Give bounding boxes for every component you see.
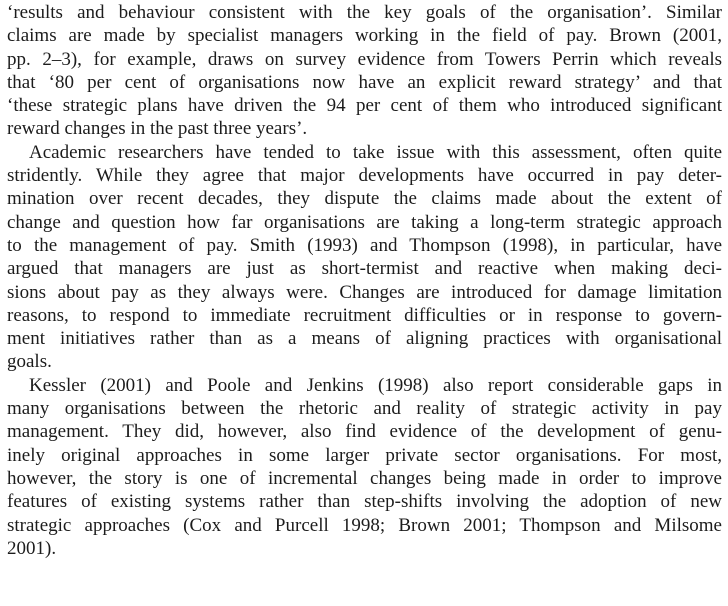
paragraph-3 xyxy=(7,374,722,560)
paragraph-1 xyxy=(7,1,722,141)
text-line: that ‘80 per cent of organisations now have an explicit reward strategy’ and that xyxy=(7,71,722,93)
paragraph-2 xyxy=(7,141,722,374)
text-line: reasons, to respond to immediate recruitment difficulties or in response to govern- xyxy=(7,304,722,326)
text-line: stridently. While they agree that major developments have occurred in pay deter- xyxy=(7,165,722,187)
text-line: many organisations between the rhetoric and reality of strategic activity in pay xyxy=(7,398,722,420)
text-line: however, the story is one of incremental changes being made in order to improve xyxy=(7,467,722,489)
text-line: argued that managers are just as short-termist and reactive when making deci- xyxy=(7,258,722,280)
text-line: goals. xyxy=(7,351,52,373)
text-line: management. They did, however, also find evidence of the development of genu- xyxy=(7,421,722,443)
text-line: 2001). xyxy=(7,537,57,559)
text-line: Kessler (2001) and Poole and Jenkins (1998) also report considerable gaps in xyxy=(29,374,722,396)
text-line: pp. 2–3), for example, draws on survey evidence from Towers Perrin which reveals xyxy=(7,48,722,70)
text-line: reward changes in the past three years’. xyxy=(7,118,308,140)
text-line: change and question how far organisations are taking a long-term strategic approach xyxy=(7,211,722,233)
text-line: ‘these strategic plans have driven the 94 per cent of them who introduced significant xyxy=(7,95,722,117)
text-line: claims are made by specialist managers working in the field of pay. Brown (2001, xyxy=(7,25,722,47)
text-line: Academic researchers have tended to take issue with this assessment, often quite xyxy=(29,141,722,163)
text-line: features of existing systems rather than step-shifts involving the adoption of new xyxy=(7,491,722,513)
text-line: ment initiatives rather than as a means of aligning practices with organisational xyxy=(7,328,722,350)
text-line: inely original approaches in some larger private sector organisations. For most, xyxy=(7,444,722,466)
text-line: mination over recent decades, they dispute the claims made about the extent of xyxy=(7,188,722,210)
text-line: ‘results and behaviour consistent with the key goals of the organisation’. Similar xyxy=(7,2,722,23)
text-line: strategic approaches (Cox and Purcell 1998; Brown 2001; Thompson and Milsome xyxy=(7,514,722,536)
text-line: sions about pay as they always were. Changes are introduced for damage limitation xyxy=(7,281,722,303)
text-line: to the management of pay. Smith (1993) and Thompson (1998), in particular, have xyxy=(7,234,722,256)
